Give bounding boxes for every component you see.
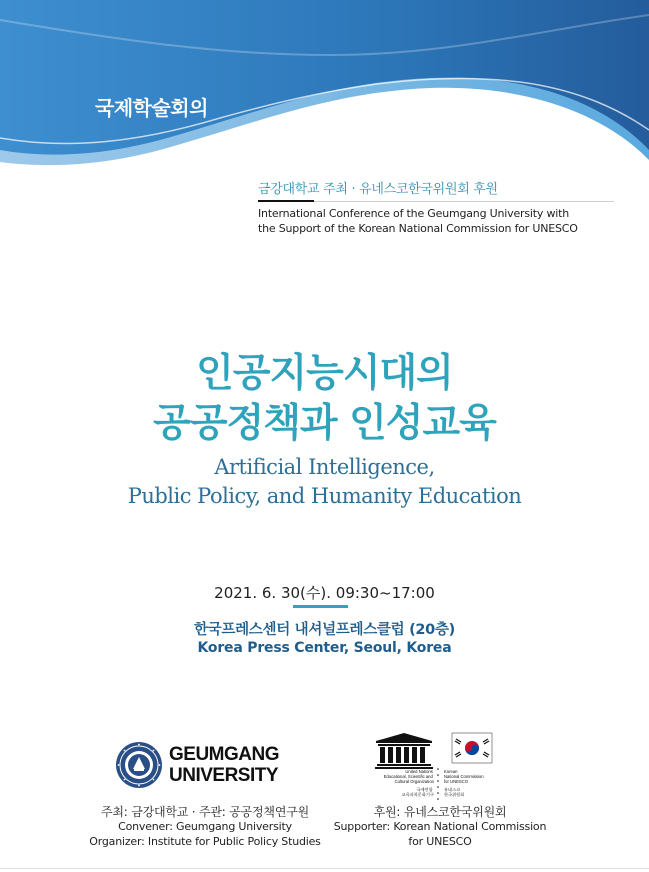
svg-text:Korean National Commission: Korean National Commission for UNESCO — [444, 769, 484, 784]
title-korean-line2: 공공정책과 인성교육 — [153, 401, 496, 446]
university-seal-icon — [115, 741, 163, 789]
university-name — [169, 744, 279, 786]
credits-convener — [70, 804, 340, 849]
credits-organizer-english: Organizer: Institute for Public Policy Studies — [89, 834, 321, 848]
university-name-line1: GEUMGANG — [169, 744, 279, 765]
unesco-temple-icon — [375, 733, 433, 769]
svg-text:국제연합 교육과학문화기구: 국제연합 교육과학문화기구 — [401, 787, 434, 797]
divider-accent — [258, 200, 314, 202]
organizers-english-line2: the Support of the Korean National Commission for UNESCO — [258, 222, 578, 235]
organizers-english-line1: International Conference of the Geumgang University with — [258, 207, 569, 220]
title-english-line2: Public Policy, and Humanity Education — [127, 484, 522, 508]
conference-label: 국제학술회의 — [95, 96, 208, 120]
credits-convener-korean: 주최: 금강대학교 · 주관: 공공정책연구원 — [100, 805, 310, 819]
geumgang-university-logo — [115, 741, 285, 791]
date-underline — [293, 605, 348, 608]
venue-korean: 한국프레스센터 내셔널프레스클럽 (20층) — [193, 622, 456, 638]
university-name-line2: UNIVERSITY — [169, 765, 279, 786]
title-english-line1: Artificial Intelligence, — [214, 455, 435, 479]
organizers-english — [258, 206, 618, 236]
footer-divider — [0, 868, 649, 869]
title-korean-line1: 인공지능시대의 — [196, 351, 453, 396]
credits-convener-english: Convener: Geumgang University — [118, 820, 292, 833]
venue-english: Korea Press Center, Seoul, Korea — [197, 640, 452, 656]
event-date: 2021. 6. 30(수). 09:30~17:00 — [214, 584, 435, 602]
svg-text:United Nations Educational: United Nations Educational, Scientific and Cultural Organization — [383, 769, 434, 784]
unesco-logo — [368, 731, 508, 809]
credits-supporter-english-line1: Supporter: Korean National Commission — [333, 820, 547, 833]
credits-supporter-korean: 후원: 유네스코한국위원회 — [373, 805, 507, 819]
organizers-korean: 금강대학교 주최 · 유네스코한국위원회 후원 — [258, 182, 498, 197]
credits-supporter-english-line2: for UNESCO — [408, 834, 472, 848]
svg-text:유네스코 한국위원회: 유네스코 한국위원회 — [444, 787, 465, 797]
credits-supporter — [320, 804, 560, 849]
korean-flag-icon — [452, 733, 492, 763]
divider-line — [314, 201, 614, 202]
